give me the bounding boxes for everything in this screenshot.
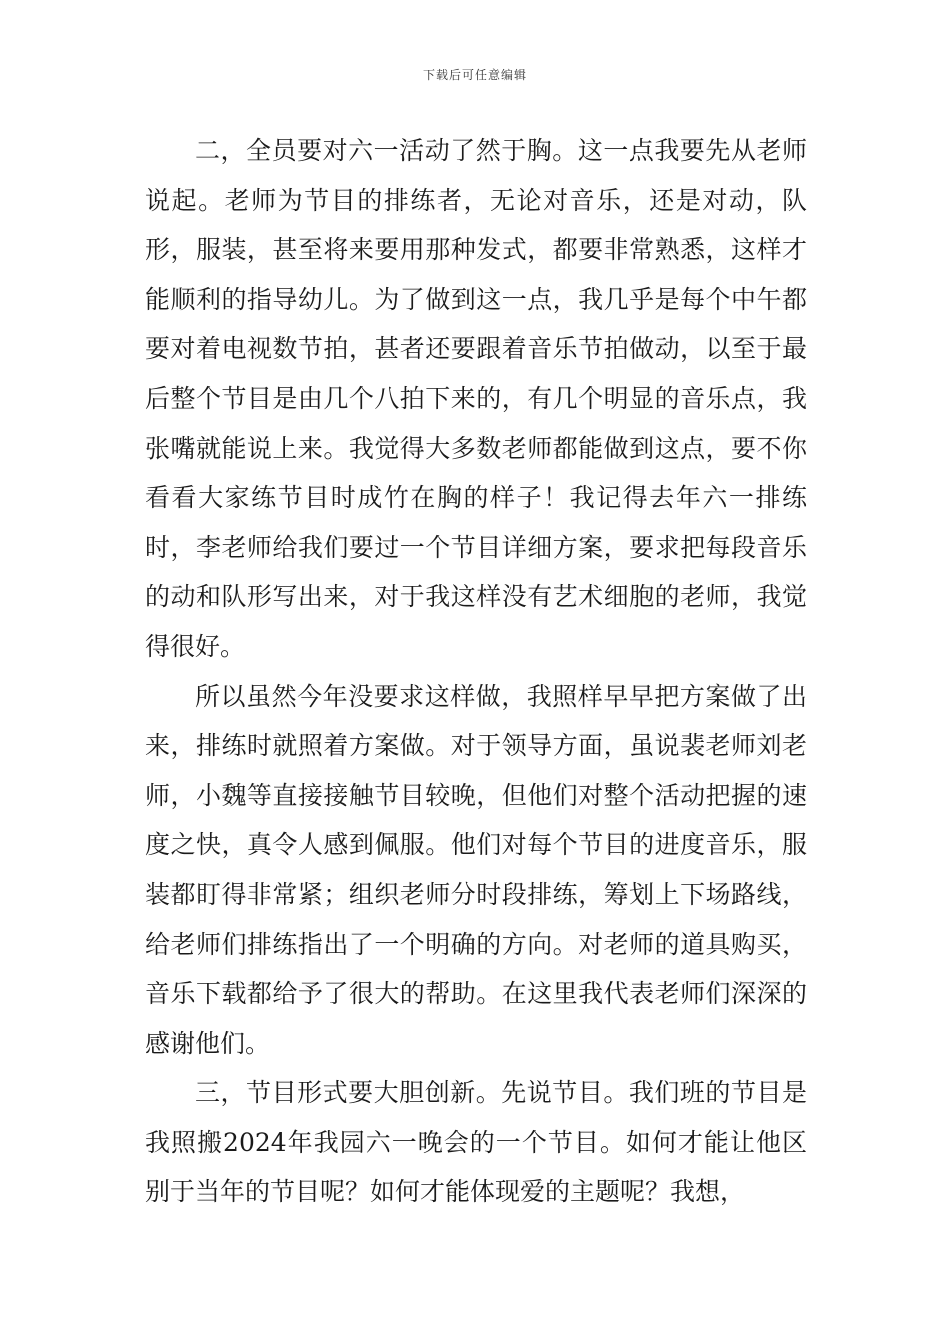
paragraph-1: 二，全员要对六一活动了然于胸。这一点我要先从老师说起。老师为节目的排练者，无论对音乐，还是对动，队形，服装，甚至将来要用那种发式，都要非常熟悉，这样才能顺利的指导幼儿。为了做到这一点，我几乎是每个中午都要对着电视数节拍，甚者还要跟着音乐节拍做动，以至于最后整个节目是由几个八拍下来的，有几个明显的音乐点，我张嘴就能说上来。我觉得大多数老师都能做到这点，要不你看看大家练节目时成竹在胸的样子！我记得去年六一排练时，李老师给我们要过一个节目详细方案，要求把每段音乐的动和队形写出来，对于我这样没有艺术细胞的老师，我觉得很好。 xyxy=(145,136,807,661)
paragraph-2: 所以虽然今年没要求这样做，我照样早早把方案做了出来，排练时就照着方案做。对于领导方面，虽说裴老师刘老师，小魏等直接接触节目较晚，但他们对整个活动把握的速度之快，真令人感到佩服。他们对每个节目的进度音乐，服装都盯得非常紧；组织老师分时段排练，筹划上下场路线，给老师们排练指出了一个明确的方向。对老师的道具购买，音乐下载都给予了很大的帮助。在这里我代表老师们深深的感谢他们。 xyxy=(145,681,807,1058)
page-header-note: 下载后可任意编辑 xyxy=(422,68,527,82)
document-body xyxy=(145,126,807,1217)
paragraph-3: 三，节目形式要大胆创新。先说节目。我们班的节目是我照搬2024年我园六一晚会的一个节目。如何才能让他区别于当年的节目呢？如何才能体现爱的主题呢？我想， xyxy=(145,1078,807,1207)
